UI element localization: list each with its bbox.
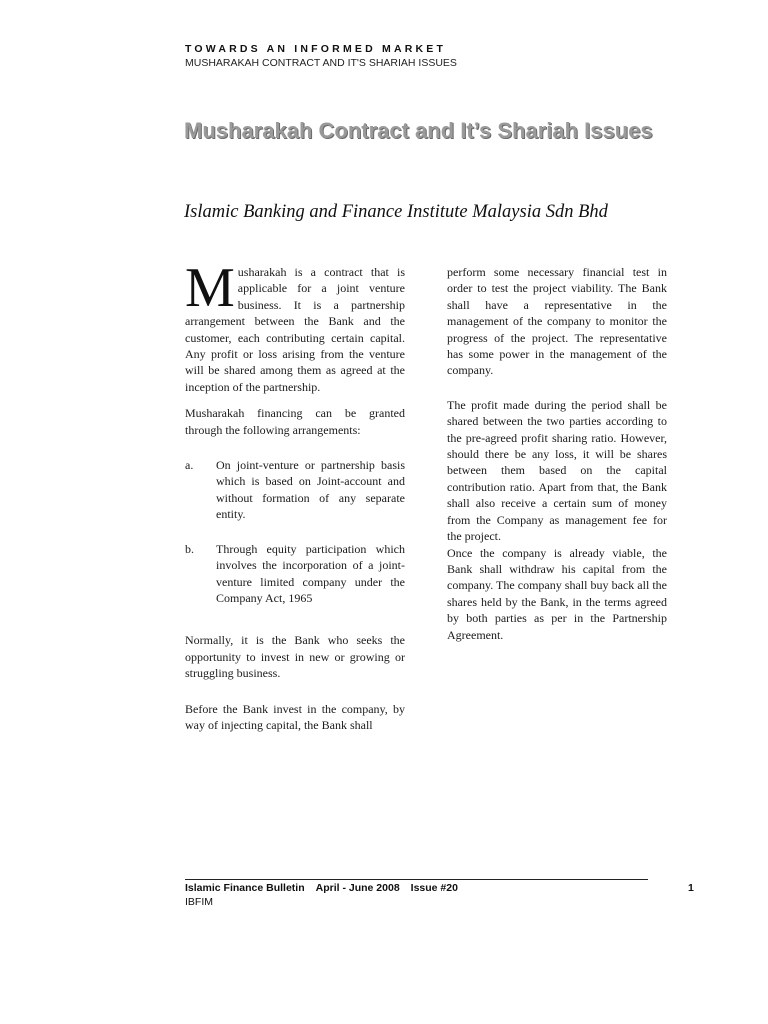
article-author: Islamic Banking and Finance Institute Malaysia Sdn Bhd — [184, 202, 608, 222]
footer-period: April - June 2008 — [315, 882, 400, 894]
footer-divider — [185, 879, 648, 880]
running-header-kicker: TOWARDS AN INFORMED MARKET — [185, 43, 447, 55]
paragraph-before-invest: Before the Bank invest in the company, by way of injecting capital, the Bank shall — [185, 701, 405, 732]
page-number: 1 — [688, 882, 694, 894]
footer-publication-line — [185, 882, 469, 894]
paragraph-normally: Normally, it is the Bank who seeks the opportunity to invest in new or growing or struggling business. — [185, 633, 405, 681]
list-item — [185, 457, 405, 523]
arrangements-intro: Musharakah financing can be granted through the following arrangements: — [185, 406, 405, 437]
right-column — [447, 264, 667, 643]
intro-paragraph — [185, 257, 405, 395]
paragraph-financial-test: perform some necessary financial test in order to test the project viability. The Bank shall have a representative in the management of the company to monitor the progress of the project. The representative has some power in the management of the company. — [447, 265, 667, 378]
list-marker: a. — [185, 458, 194, 473]
drop-cap: M — [185, 257, 235, 319]
left-column — [185, 257, 405, 733]
intro-text: usharakah is a contract that is applicable for a joint venture business. It is a partnership arrangement between the Bank and the customer, each contributing certain capital. Any profit or loss arising from the venture will be shared among them as agreed at the inception of the partnership. — [185, 265, 405, 394]
paragraph-withdrawal: Once the company is already viable, the Bank shall withdraw his capital from the company. The company shall buy back all the shares held by the Bank, in the terms agreed by both parties as per in the Partnership Agreement. — [447, 545, 667, 642]
running-header-subheading: MUSHARAKAH CONTRACT AND IT'S SHARIAH ISSUES — [185, 57, 457, 69]
article-title: Musharakah Contract and It’s Shariah Issues — [184, 118, 653, 143]
footer-org: IBFIM — [185, 896, 213, 908]
list-text: On joint-venture or partnership basis which is based on Joint-account and without formation of any separate entity. — [216, 458, 405, 522]
list-marker: b. — [185, 541, 194, 556]
footer-publication: Islamic Finance Bulletin — [185, 882, 305, 894]
paragraph-profit-sharing: The profit made during the period shall be shared between the two parties according to the pre-agreed profit sharing ratio. However, should there be any loss, it will be shares between them based on the capital contribution ratio. Apart from that, the Bank shall also receive a certain sum of money from the Company as management fee for the project. — [447, 397, 667, 544]
list-item — [185, 541, 405, 607]
list-text: Through equity participation which involves the incorporation of a joint-venture limited company under the Company Act, 1965 — [216, 541, 405, 605]
footer-issue: Issue #20 — [410, 882, 458, 894]
